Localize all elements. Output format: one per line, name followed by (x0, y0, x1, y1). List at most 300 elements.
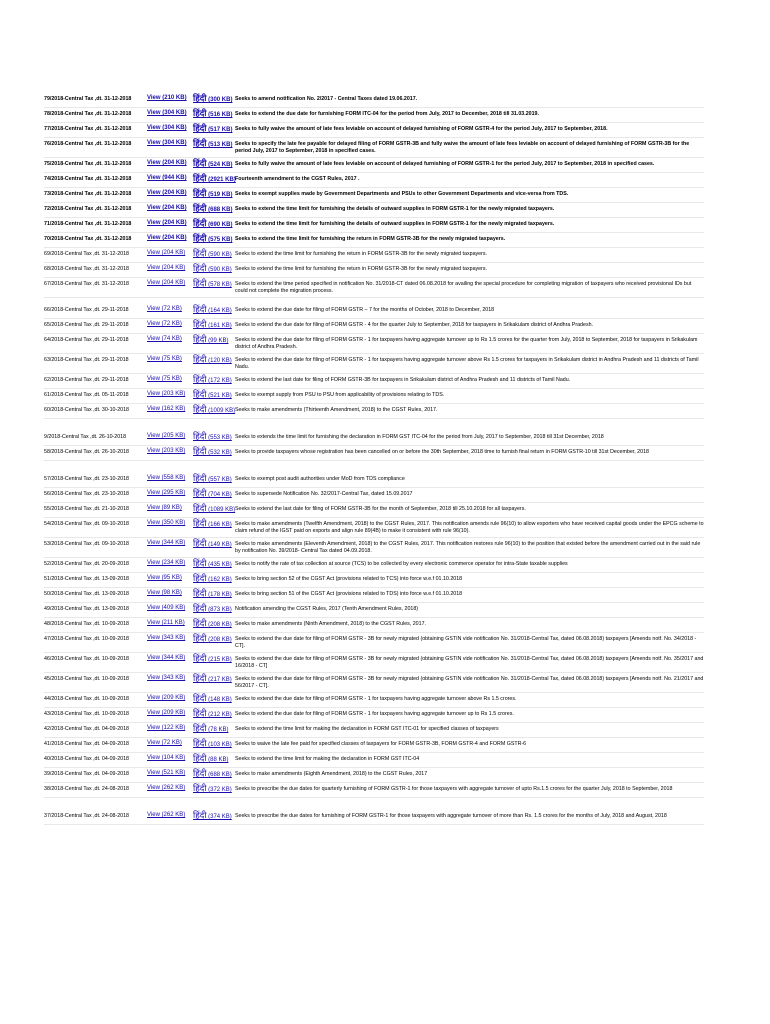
notification-description: Seeks to make amendments (Ninth Amendment, 2018) to the CGST Rules, 2017. (235, 621, 426, 627)
view-hindi-link[interactable] (193, 109, 235, 120)
hindi-file-size: (590 KB) (208, 252, 232, 258)
hindi-label: हिंदी (193, 218, 207, 228)
view-hindi-link[interactable] (193, 489, 235, 500)
view-hindi-link[interactable] (193, 234, 235, 245)
notification-description: Seeks to make amendments (Twelfth Amendment, 2018) to the CGST Rules, 2017. This notification amends rule 96(10) to allow exporters who have received capital goods under the EPCG scheme to claim refund of the IGST paid on exports and align rule 89(4B) to make it consistent with rule 96(10). (235, 521, 704, 534)
view-english-link[interactable]: View (75 KB) (147, 356, 182, 362)
hindi-file-size: (217 KB) (208, 677, 232, 683)
view-hindi-link[interactable] (193, 604, 235, 615)
table-row (44, 810, 704, 825)
notification-number: 55/2018-Central Tax ,dt. 21-10-2018 (44, 506, 130, 512)
notification-description: Seeks to extend the due date for filing of FORM GSTR - 1 for taxpayers having aggregate turnover above Rs 1.5 crores. (235, 696, 517, 702)
hindi-label: हिंदी (193, 374, 207, 384)
notification-number: 58/2018-Central Tax ,dt. 26-10-2018 (44, 449, 130, 455)
table-row (44, 304, 704, 319)
hindi-file-size: (300 KB) (208, 97, 233, 103)
notification-number: 49/2018-Central Tax ,dt. 13-09-2018 (44, 606, 130, 612)
view-hindi-link[interactable] (193, 305, 235, 316)
notification-number: 77/2018-Central Tax ,dt. 31-12-2018 (44, 126, 132, 132)
notification-description: Seeks to extend the time period specified in notification No. 31/2018-CT dated 06.08.2018 for availing the special procedure for completing migration of taxpayers who received provisional IDs but could not complete the migration process. (235, 281, 692, 294)
view-hindi-link[interactable] (193, 619, 235, 630)
view-english-link[interactable]: View (203 KB) (147, 391, 186, 397)
notification-description: Seeks to extend the time limit for making the declaration in FORM GST ITC-01 for specified classes of taxpayers (235, 726, 499, 732)
notification-number: 61/2018-Central Tax ,dt. 05-11-2018 (44, 392, 129, 398)
table-row (44, 123, 704, 138)
notification-number: 64/2018-Central Tax ,dt. 29-11-2018 (44, 337, 129, 343)
hindi-label: हिंदी (193, 810, 207, 820)
notification-description: Seeks to extend the time limit for furnishing the return in FORM GSTR-3B for the newly migrated taxpayers. (235, 266, 487, 272)
view-hindi-link[interactable] (193, 219, 235, 230)
notification-number: 65/2018-Central Tax ,dt. 29-11-2018 (44, 322, 129, 328)
hindi-file-size: (688 KB) (208, 772, 232, 778)
view-english-link[interactable]: View (74 KB) (147, 336, 182, 342)
hindi-file-size: (164 KB) (208, 308, 232, 314)
hindi-file-size: (178 KB) (208, 592, 232, 598)
notification-description: Seeks to waive the late fee paid for specified classes of taxpayers for FORM GSTR-3B, FORM GSTR-4 and FORM GSTR-6 (235, 741, 527, 747)
view-hindi-link[interactable] (193, 264, 235, 275)
hindi-label: हिंदी (193, 158, 207, 168)
hindi-file-size: (120 KB) (208, 358, 232, 364)
notification-description: Seeks to extend the time limit for furnishing the details of outward supplies in FORM GSTR-1 for the newly migrated taxpayers. (235, 206, 555, 212)
view-hindi-link[interactable] (193, 139, 235, 150)
hindi-label: हिंदी (193, 473, 207, 483)
hindi-label: हिंदी (193, 753, 207, 763)
notifications-table (44, 93, 704, 825)
hindi-label: हिंदी (193, 618, 207, 628)
hindi-file-size: (690 KB) (208, 222, 233, 228)
view-hindi-link[interactable] (193, 739, 235, 750)
view-english-link[interactable]: View (343 KB) (147, 635, 186, 641)
notification-description: Seeks to extend the due date for filing of FORM GSTR - 3B for newly migrated (obtaining GSTIN vide notification No. 31/2018-Central Tax, dated 06.08.2018) taxpayers [Amends notf. No. 35/2017 and 16/2018 - CT] (235, 656, 704, 669)
view-hindi-link[interactable] (193, 375, 235, 386)
notification-description: Seeks to provide taxpayers whose registration has been cancelled on or before the 30th September, 2018 time to furnish final return in FORM GSTR-10 till 31st December, 2018 (235, 449, 649, 455)
hindi-label: हिंदी (193, 633, 207, 643)
hindi-file-size: (517 KB) (208, 127, 233, 133)
table-row (44, 374, 704, 389)
hindi-file-size: (688 KB) (208, 207, 233, 213)
hindi-label: हिंदी (193, 304, 207, 314)
table-row (44, 473, 704, 488)
view-hindi-link[interactable] (193, 124, 235, 135)
view-english-link[interactable]: View (95 KB) (147, 575, 182, 581)
notification-number: 69/2018-Central Tax ,dt. 31-12-2018 (44, 251, 130, 257)
hindi-label: हिंदी (193, 738, 207, 748)
hindi-label: हिंदी (193, 573, 207, 583)
notification-description: Seeks to bring section 51 of the CGST Act (provisions related to TDS) into force w.e.f 01.10.2018 (235, 591, 463, 597)
hindi-file-size: (161 KB) (208, 323, 232, 329)
view-english-link[interactable]: View (122 KB) (147, 725, 186, 731)
notification-description: Seeks to amend notification No. 2/2017 - Central Taxes dated 19.06.2017. (235, 96, 418, 102)
notification-number: 60/2018-Central Tax ,dt. 30-10-2018 (44, 407, 130, 413)
notification-description: Seeks to make amendments (Eleventh Amendment, 2018) to the CGST Rules, 2017. This notification restores rule 96(10) to the position that existed before the amendment carried out in the said rule by notification No. 39/2018- Central Tax dated 04.09.2018. (235, 541, 701, 554)
notification-number: 39/2018-Central Tax ,dt. 04-09-2018 (44, 771, 130, 777)
view-hindi-link[interactable] (193, 709, 235, 720)
notification-description: Seeks to fully waive the amount of late fees leviable on account of delayed furnishing of FORM GSTR-4 for the period July, 2017 to September, 2018. (235, 126, 608, 132)
table-row (44, 558, 704, 573)
view-hindi-link[interactable] (193, 539, 235, 550)
notification-number: 78/2018-Central Tax ,dt. 31-12-2018 (44, 111, 132, 117)
table-row (44, 603, 704, 618)
view-english-link[interactable]: View (558 KB) (147, 475, 186, 481)
view-english-link[interactable]: View (204 KB) (147, 205, 187, 211)
view-hindi-link[interactable] (193, 674, 235, 685)
hindi-file-size: (513 KB) (208, 142, 233, 148)
notification-number: 67/2018-Central Tax ,dt. 31-12-2018 (44, 281, 130, 287)
view-english-link[interactable]: View (72 KB) (147, 321, 182, 327)
notification-description: Seeks to extend the due date for filing of FORM GSTR - 3B for newly migrated (obtaining GSTIN vide notification No. 31/2018-Central Tax, dated 06.08.2018) taxpayers [Amends notf. No. 34/2018 - CT]. (235, 636, 697, 649)
notification-description: Seeks to fully waive the amount of late fees leviable on account of delayed furnishing of FORM GSTR-1 for the period July, 2017 to September, 2018 in specified cases. (235, 161, 655, 167)
view-english-link[interactable]: View (209 KB) (147, 695, 186, 701)
hindi-label: हिंदी (193, 354, 207, 364)
hindi-file-size: (78 KB) (208, 727, 229, 733)
table-row (44, 404, 704, 419)
notification-number: 50/2018-Central Tax ,dt. 13-09-2018 (44, 591, 130, 597)
notification-description: Seeks to exempt supplies made by Government Departments and PSUs to other Government Departments and vice-versa from TDS. (235, 191, 569, 197)
view-hindi-link[interactable] (193, 355, 235, 366)
hindi-label: हिंदी (193, 693, 207, 703)
notification-number: 71/2018-Central Tax ,dt. 31-12-2018 (44, 221, 132, 227)
view-hindi-link[interactable] (193, 432, 235, 443)
table-row (44, 538, 704, 558)
hindi-file-size: (532 KB) (208, 450, 232, 456)
view-hindi-link[interactable] (193, 320, 235, 331)
view-english-link[interactable]: View (343 KB) (147, 675, 186, 681)
notification-number: 52/2018-Central Tax ,dt. 20-09-2018 (44, 561, 130, 567)
hindi-label: हिंदी (193, 653, 207, 663)
view-hindi-link[interactable] (193, 279, 235, 290)
view-hindi-link[interactable] (193, 784, 235, 795)
notification-number: 62/2018-Central Tax ,dt. 29-11-2018 (44, 377, 129, 383)
notification-number: 38/2018-Central Tax ,dt. 24-08-2018 (44, 786, 130, 792)
notification-description: Seeks to extend the time limit for furnishing the return in FORM GSTR-3B for the newly migrated taxpayers. (235, 236, 506, 242)
hindi-label: हिंदी (193, 334, 207, 344)
notification-description: Seeks to extend the due date for filing of FORM GSTR – 7 for the months of October, 2018 to December, 2018 (235, 307, 495, 313)
view-english-link[interactable]: View (204 KB) (147, 280, 186, 286)
hindi-label: हिंदी (193, 708, 207, 718)
notification-description: Seeks to extend the due date for filing of FORM GSTR - 1 for taxpayers having aggregate turnover up to Rs 1.5 crores. (235, 711, 514, 717)
hindi-file-size: (103 KB) (208, 742, 232, 748)
notification-number: 47/2018-Central Tax ,dt. 10-09-2018 (44, 636, 130, 642)
view-english-link[interactable]: View (295 KB) (147, 490, 186, 496)
table-row (44, 783, 704, 798)
hindi-label: हिंदी (193, 558, 207, 568)
hindi-file-size: (524 KB) (208, 162, 233, 168)
notification-description: Seeks to extend the due date for filing of FORM GSTR - 1 for taxpayers having aggregate turnover up to Rs 1.5 crores for the quarter from July, 2018 to September, 2018 for taxpayers in Srikakulam district of Andhra Pradesh. (235, 337, 698, 350)
view-english-link[interactable]: View (204 KB) (147, 235, 187, 241)
notification-number: 51/2018-Central Tax ,dt. 13-09-2018 (44, 576, 130, 582)
view-hindi-link[interactable] (193, 574, 235, 585)
hindi-label: हिंदी (193, 319, 207, 329)
table-row (44, 248, 704, 263)
notification-description: Seeks to prescribe the due dates for furnishing of FORM GSTR-1 for those taxpayers with aggregate turnover of more than Rs. 1.5 crores for the months of July, 2018 and August, 2018 (235, 813, 667, 819)
notification-number: 42/2018-Central Tax ,dt. 04-09-2018 (44, 726, 130, 732)
hindi-file-size: (166 KB) (208, 522, 232, 528)
notification-description: Seeks to extend the due date for furnishing FORM ITC-04 for the period from July, 2017 to December, 2018 till 31.03.2019. (235, 111, 539, 117)
view-hindi-link[interactable] (193, 634, 235, 645)
notification-description: Seeks to specify the late fee payable for delayed filing of FORM GSTR-3B and fully waive the amount of late fees leviable on account of delayed furnishing of FORM GSTR-3B for the period July, 2017 to September, 2018 in specified cases. (235, 141, 690, 154)
notification-description: Seeks to exempt supply from PSU to PSU from applicability of provisions relating to TDS. (235, 392, 445, 398)
view-hindi-link[interactable] (193, 204, 235, 215)
hindi-file-size: (148 KB) (208, 697, 232, 703)
notification-description: Seeks to prescribe the due dates for quarterly furnishing of FORM GSTR-1 for those taxpayers with aggregate turnover of upto Rs.1.5 crores for the quarter July, 2018 to September, 2018 (235, 786, 673, 792)
notification-number: 57/2018-Central Tax ,dt. 23-10-2018 (44, 476, 130, 482)
view-english-link[interactable]: View (304 KB) (147, 110, 187, 116)
notification-number: 76/2018-Central Tax ,dt. 31-12-2018 (44, 141, 132, 147)
hindi-label: हिंदी (193, 188, 207, 198)
view-hindi-link[interactable] (193, 694, 235, 705)
view-english-link[interactable]: View (204 KB) (147, 190, 187, 196)
notification-number: 63/2018-Central Tax ,dt. 29-11-2018 (44, 357, 129, 363)
view-hindi-link[interactable] (193, 724, 235, 735)
view-english-link[interactable]: View (234 KB) (147, 560, 186, 566)
notification-number: 54/2018-Central Tax ,dt. 09-10-2018 (44, 521, 130, 527)
hindi-label: हिंदी (193, 518, 207, 528)
hindi-label: हिंदी (193, 603, 207, 613)
hindi-label: हिंदी (193, 538, 207, 548)
table-row (44, 588, 704, 603)
view-hindi-link[interactable] (193, 405, 235, 416)
table-row (44, 488, 704, 503)
notification-number: 72/2018-Central Tax ,dt. 31-12-2018 (44, 206, 132, 212)
view-hindi-link[interactable] (193, 249, 235, 260)
view-english-link[interactable]: View (211 KB) (147, 620, 185, 626)
table-row (44, 633, 704, 653)
table-row (44, 233, 704, 248)
notification-description: Seeks to extend the due date for filing of FORM GSTR - 3B for newly migrated (obtaining GSTIN vide notification No. 31/2018-Central Tax, dated 06.08.2018) taxpayers [Amends notf. No. 21/2017 and 56/2017 - CT]. (235, 676, 704, 689)
view-hindi-link[interactable] (193, 654, 235, 665)
view-hindi-link[interactable] (193, 811, 235, 822)
view-english-link[interactable]: View (262 KB) (147, 812, 186, 818)
table-row (44, 319, 704, 334)
hindi-file-size: (578 KB) (208, 282, 232, 288)
hindi-label: हिंदी (193, 768, 207, 778)
notification-description: Seeks to make amendments (Thirteenth Amendment, 2018) to the CGST Rules, 2017. (235, 407, 438, 413)
hindi-label: हिंदी (193, 723, 207, 733)
view-english-link[interactable]: View (204 KB) (147, 265, 186, 271)
notification-number: 44/2018-Central Tax ,dt. 10-09-2018 (44, 696, 130, 702)
table-row (44, 218, 704, 233)
notification-description: Fourteenth amendment to the CGST Rules, 2017 . (235, 176, 360, 182)
view-english-link[interactable]: View (944 KB) (147, 175, 187, 181)
table-row (44, 173, 704, 188)
notification-number: 41/2018-Central Tax ,dt. 04-09-2018 (44, 741, 130, 747)
hindi-label: हिंदी (193, 278, 207, 288)
view-hindi-link[interactable] (193, 559, 235, 570)
view-hindi-link[interactable] (193, 504, 235, 515)
hindi-label: हिंदी (193, 138, 207, 148)
notification-number: 66/2018-Central Tax ,dt. 29-11-2018 (44, 307, 129, 313)
table-row (44, 653, 704, 673)
view-english-link[interactable]: View (104 KB) (147, 755, 186, 761)
view-english-link[interactable]: View (203 KB) (147, 448, 186, 454)
table-row (44, 389, 704, 404)
table-row (44, 334, 704, 354)
notification-description: Seeks to bring section 52 of the CGST Act (provisions related to TCS) into force w.e.f 01.10.2018 (235, 576, 463, 582)
hindi-file-size: (149 KB) (208, 542, 232, 548)
view-english-link[interactable]: View (262 KB) (147, 785, 186, 791)
view-english-link[interactable]: View (304 KB) (147, 125, 187, 131)
table-row (44, 203, 704, 218)
view-english-link[interactable]: View (409 KB) (147, 605, 186, 611)
table-row (44, 263, 704, 278)
hindi-file-size: (590 KB) (208, 267, 232, 273)
view-hindi-link[interactable] (193, 189, 235, 200)
hindi-file-size: (435 KB) (208, 562, 232, 568)
hindi-file-size: (88 KB) (208, 757, 229, 763)
hindi-label: हिंदी (193, 446, 207, 456)
table-row (44, 354, 704, 374)
table-row (44, 768, 704, 783)
hindi-label: हिंदी (193, 248, 207, 258)
notification-description: Seeks to extend the time limit for making the declaration in FORM GST ITC-04 (235, 756, 420, 762)
table-row (44, 518, 704, 538)
notification-description: Seeks to extend the time limit for furnishing the return in FORM GSTR-3B for the newly migrated taxpayers. (235, 251, 487, 257)
view-hindi-link[interactable] (193, 769, 235, 780)
notification-number: 46/2018-Central Tax ,dt. 10-09-2018 (44, 656, 130, 662)
table-row (44, 708, 704, 723)
view-english-link[interactable]: View (350 KB) (147, 520, 186, 526)
notification-number: 43/2018-Central Tax ,dt. 10-09-2018 (44, 711, 130, 717)
table-row (44, 753, 704, 768)
hindi-label: हिंदी (193, 389, 207, 399)
notification-number: 37/2018-Central Tax ,dt. 24-08-2018 (44, 813, 130, 819)
hindi-label: हिंदी (193, 233, 207, 243)
notification-number: 79/2018-Central Tax ,dt. 31-12-2018 (44, 96, 132, 102)
table-row (44, 93, 704, 108)
table-row (44, 723, 704, 738)
hindi-file-size: (1009 KB) (208, 408, 236, 414)
view-hindi-link[interactable] (193, 390, 235, 401)
table-row (44, 138, 704, 158)
notification-number: 75/2018-Central Tax ,dt. 31-12-2018 (44, 161, 132, 167)
view-hindi-link[interactable] (193, 174, 235, 185)
hindi-label: हिंदी (193, 203, 207, 213)
hindi-file-size: (553 KB) (208, 435, 232, 441)
notification-number: 70/2018-Central Tax ,dt. 31-12-2018 (44, 236, 132, 242)
view-hindi-link[interactable] (193, 589, 235, 600)
view-hindi-link[interactable] (193, 754, 235, 765)
view-english-link[interactable]: View (75 KB) (147, 376, 182, 382)
hindi-label: हिंदी (193, 783, 207, 793)
hindi-file-size: (215 KB) (208, 657, 232, 663)
hindi-file-size: (99 KB) (208, 338, 229, 344)
view-english-link[interactable]: View (204 KB) (147, 250, 186, 256)
view-english-link[interactable]: View (344 KB) (147, 540, 186, 546)
notification-number: 56/2018-Central Tax ,dt. 23-10-2018 (44, 491, 130, 497)
notification-description: Seeks to make amendments (Eighth Amendment, 2018) to the CGST Rules, 2017 (235, 771, 428, 777)
hindi-label: हिंदी (193, 488, 207, 498)
table-row (44, 108, 704, 123)
hindi-label: हिंदी (193, 123, 207, 133)
hindi-label: हिंदी (193, 93, 207, 103)
notification-number: 74/2018-Central Tax ,dt. 31-12-2018 (44, 176, 132, 182)
hindi-file-size: (557 KB) (208, 477, 232, 483)
view-english-link[interactable]: View (72 KB) (147, 740, 182, 746)
notification-number: 40/2018-Central Tax ,dt. 04-09-2018 (44, 756, 130, 762)
table-row (44, 693, 704, 708)
table-row (44, 446, 704, 461)
hindi-label: हिंदी (193, 503, 207, 513)
hindi-label: हिंदी (193, 263, 207, 273)
hindi-file-size: (519 KB) (208, 192, 233, 198)
notification-number: 73/2018-Central Tax ,dt. 31-12-2018 (44, 191, 132, 197)
hindi-file-size: (172 KB) (208, 378, 232, 384)
notification-number: 45/2018-Central Tax ,dt. 10-09-2018 (44, 676, 130, 682)
view-english-link[interactable]: View (204 KB) (147, 220, 187, 226)
hindi-label: हिंदी (193, 431, 207, 441)
notification-number: 68/2018-Central Tax ,dt. 31-12-2018 (44, 266, 130, 272)
hindi-file-size: (162 KB) (208, 577, 232, 583)
hindi-file-size: (873 KB) (208, 607, 232, 613)
view-english-link[interactable]: View (72 KB) (147, 306, 182, 312)
table-row (44, 618, 704, 633)
hindi-label: हिंदी (193, 173, 207, 183)
hindi-file-size: (372 KB) (208, 787, 232, 793)
view-english-link[interactable]: View (98 KB) (147, 590, 182, 596)
hindi-label: हिंदी (193, 673, 207, 683)
hindi-file-size: (521 KB) (208, 393, 232, 399)
hindi-file-size: (1089 KB) (208, 507, 236, 513)
notification-description: Seeks to supersede Notification No. 32/2017-Central Tax, dated 15.09.2017 (235, 491, 413, 497)
hindi-label: हिंदी (193, 404, 207, 414)
view-hindi-link[interactable] (193, 94, 235, 105)
notification-description: Notification amending the CGST Rules, 2017 (Tenth Amendment Rules, 2018) (235, 606, 419, 612)
view-hindi-link[interactable] (193, 519, 235, 530)
hindi-file-size: (516 KB) (208, 112, 233, 118)
hindi-file-size: (704 KB) (208, 492, 232, 498)
view-hindi-link[interactable] (193, 335, 235, 346)
view-english-link[interactable]: View (162 KB) (147, 406, 186, 412)
view-english-link[interactable]: View (304 KB) (147, 140, 187, 146)
notification-description: Seeks to extend the last date for filing of FORM GSTR-3B for the month of September, 2018 till 25.10.2018 for all taxpayers. (235, 506, 526, 512)
view-english-link[interactable]: View (521 KB) (147, 770, 186, 776)
hindi-file-size: (575 KB) (208, 237, 233, 243)
view-english-link[interactable]: View (204 KB) (147, 160, 187, 166)
notification-number: 53/2018-Central Tax ,dt. 09-10-2018 (44, 541, 130, 547)
table-row (44, 278, 704, 298)
notification-description: Seeks to extend the due date for filing of FORM GSTR - 4 for the quarter July to September, 2018 for taxpayers in Srikakulam district of Andhra Pradesh. (235, 322, 594, 328)
view-hindi-link[interactable] (193, 447, 235, 458)
view-english-link[interactable]: View (344 KB) (147, 655, 186, 661)
notification-description: Seeks to extends the time limit for furnishing the declaration in FORM GST ITC-04 for the period from July, 2017 to September, 2018 till 31st December, 2018 (235, 434, 604, 440)
view-english-link[interactable]: View (205 KB) (147, 433, 186, 439)
hindi-file-size: (374 KB) (208, 814, 232, 820)
table-row (44, 431, 704, 446)
view-hindi-link[interactable] (193, 159, 235, 170)
view-english-link[interactable]: View (209 KB) (147, 710, 186, 716)
table-row (44, 188, 704, 203)
hindi-file-size: (212 KB) (208, 712, 232, 718)
hindi-file-size: (208 KB) (208, 637, 232, 643)
notification-description: Seeks to extend the time limit for furnishing the details of outward supplies in FORM GSTR-1 for the newly migrated taxpayers. (235, 221, 555, 227)
notification-description: Seeks to extend the last date for filing of FORM GSTR-3B for taxpayers in Srikakulam district of Andhra Pradesh and 11 districts of Tamil Nadu. (235, 377, 571, 383)
table-row (44, 158, 704, 173)
hindi-file-size: (2921 KB) (208, 177, 236, 183)
hindi-label: हिंदी (193, 588, 207, 598)
table-row (44, 573, 704, 588)
view-hindi-link[interactable] (193, 474, 235, 485)
view-english-link[interactable]: View (89 KB) (147, 505, 182, 511)
table-row (44, 503, 704, 518)
hindi-file-size: (208 KB) (208, 622, 232, 628)
hindi-label: हिंदी (193, 108, 207, 118)
notification-description: Seeks to exempt post audit authorities under MoD from TDS compliance (235, 476, 405, 482)
table-row (44, 738, 704, 753)
notification-number: 48/2018-Central Tax ,dt. 10-09-2018 (44, 621, 130, 627)
table-row (44, 673, 704, 693)
view-english-link[interactable]: View (210 KB) (147, 95, 187, 101)
notification-number: 9/2018-Central Tax ,dt. 26-10-2018 (44, 434, 127, 440)
